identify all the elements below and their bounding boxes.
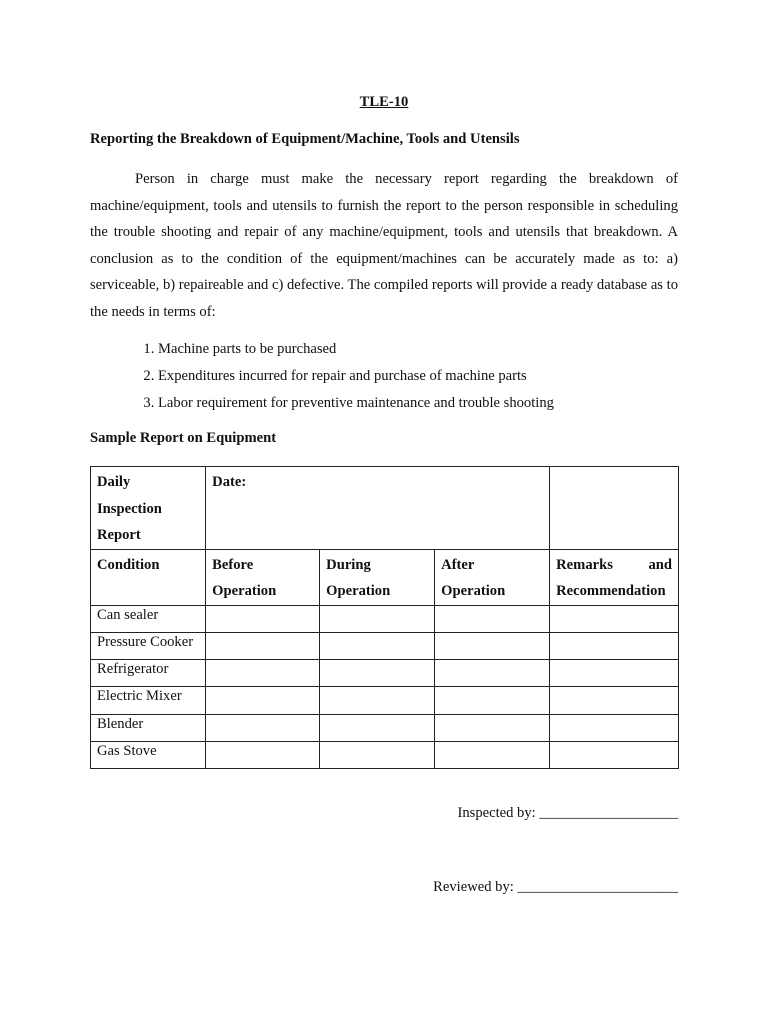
section-heading: Reporting the Breakdown of Equipment/Machine, Tools and Utensils bbox=[90, 131, 520, 147]
equipment-name-cell: Gas Stove bbox=[91, 741, 206, 768]
inspection-label: Inspection bbox=[97, 500, 162, 517]
report-label: Report bbox=[97, 527, 141, 543]
during-label: During bbox=[326, 556, 371, 573]
reviewed-by-line[interactable]: Reviewed by: ______________________ bbox=[433, 879, 678, 895]
remarks-cell[interactable] bbox=[550, 741, 679, 768]
date-label: Date: bbox=[212, 474, 247, 490]
before-operation-label: Operation bbox=[212, 583, 277, 599]
before-operation-cell[interactable] bbox=[206, 632, 320, 659]
during-operation-header bbox=[320, 549, 435, 605]
after-operation-label: Operation bbox=[441, 583, 506, 599]
before-operation-cell[interactable] bbox=[206, 687, 320, 714]
remarks-label: Remarks bbox=[556, 556, 613, 573]
recommendation-label: Recommendation bbox=[556, 583, 666, 599]
equipment-name-cell: Blender bbox=[91, 714, 206, 741]
during-operation-cell[interactable] bbox=[320, 687, 435, 714]
during-operation-cell[interactable] bbox=[320, 741, 435, 768]
during-operation-cell[interactable] bbox=[320, 660, 435, 687]
remarks-header bbox=[550, 549, 679, 605]
after-operation-cell[interactable] bbox=[435, 687, 550, 714]
inspected-by-line[interactable]: Inspected by: ___________________ bbox=[457, 805, 678, 821]
after-operation-cell[interactable] bbox=[435, 632, 550, 659]
equipment-report-table bbox=[90, 466, 679, 769]
before-operation-cell[interactable] bbox=[206, 714, 320, 741]
equipment-name-cell: Refrigerator bbox=[91, 660, 206, 687]
sample-report-heading: Sample Report on Equipment bbox=[90, 430, 277, 446]
needs-list-item: 2. Expenditures incurred for repair and purchase of machine parts bbox=[158, 363, 554, 390]
document-title: TLE-10 bbox=[359, 94, 409, 110]
needs-list-item: 3. Labor requirement for preventive maintenance and trouble shooting bbox=[158, 390, 554, 417]
table-row bbox=[91, 632, 679, 659]
after-operation-cell[interactable] bbox=[435, 605, 550, 632]
remarks-cell[interactable] bbox=[550, 714, 679, 741]
equipment-name-cell: Pressure Cooker bbox=[91, 632, 206, 659]
condition-header bbox=[91, 549, 206, 605]
remarks-cell[interactable] bbox=[550, 605, 679, 632]
during-operation-cell[interactable] bbox=[320, 714, 435, 741]
after-label: After bbox=[441, 556, 475, 573]
table-row bbox=[91, 605, 679, 632]
daily-inspection-cell bbox=[91, 467, 206, 550]
needs-list-item: 1. Machine parts to be purchased bbox=[158, 336, 554, 363]
remarks-cell[interactable] bbox=[550, 660, 679, 687]
before-operation-cell[interactable] bbox=[206, 605, 320, 632]
table-row-column-headers bbox=[91, 549, 679, 605]
needs-list bbox=[136, 336, 554, 417]
during-operation-cell[interactable] bbox=[320, 605, 435, 632]
after-operation-header bbox=[435, 549, 550, 605]
date-cell[interactable] bbox=[206, 467, 550, 550]
during-operation-label: Operation bbox=[326, 583, 391, 599]
remarks-line bbox=[556, 552, 672, 579]
before-label: Before bbox=[212, 556, 254, 573]
remarks-cell[interactable] bbox=[550, 632, 679, 659]
remarks-cell[interactable] bbox=[550, 687, 679, 714]
after-operation-cell[interactable] bbox=[435, 660, 550, 687]
table-row bbox=[91, 714, 679, 741]
before-operation-cell[interactable] bbox=[206, 741, 320, 768]
during-operation-cell[interactable] bbox=[320, 632, 435, 659]
table-row bbox=[91, 741, 679, 768]
intro-paragraph-text: Person in charge must make the necessary report regarding the breakdown of machine/equipment, tools and utensils to furnish the report to the person responsible in scheduling the trouble shooting and repair of any machine/equipment, tools and utensils that breakdown. A conclusion as to the condition of the equipment/machines can be accurately made as to: a) serviceable, b) repaireable and c) defective. The compiled reports will provide a ready database as to the needs in terms of: bbox=[90, 171, 678, 320]
table-row bbox=[91, 660, 679, 687]
condition-label: Condition bbox=[97, 556, 160, 573]
before-operation-header bbox=[206, 549, 320, 605]
intro-paragraph bbox=[90, 166, 678, 326]
and-label: and bbox=[648, 556, 672, 573]
daily-label: Daily bbox=[97, 474, 131, 490]
equipment-name-cell: Can sealer bbox=[91, 605, 206, 632]
after-operation-cell[interactable] bbox=[435, 741, 550, 768]
before-operation-cell[interactable] bbox=[206, 660, 320, 687]
equipment-name-cell: Electric Mixer bbox=[91, 687, 206, 714]
table-row-header-top bbox=[91, 467, 679, 550]
table-row bbox=[91, 687, 679, 714]
after-operation-cell[interactable] bbox=[435, 714, 550, 741]
blank-header-cell[interactable] bbox=[550, 467, 679, 550]
